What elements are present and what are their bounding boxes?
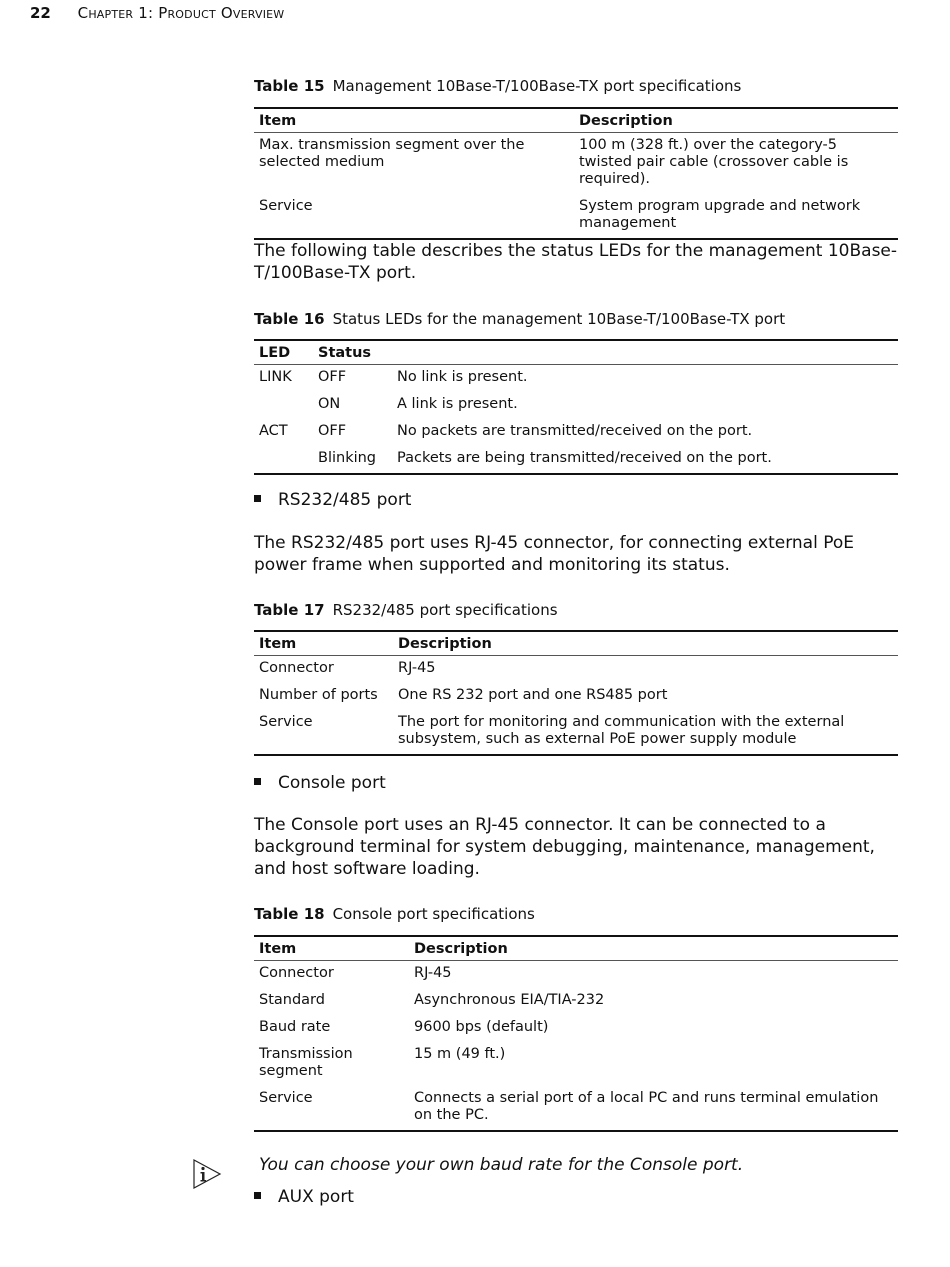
paragraph-console: The Console port uses an RJ-45 connector. It can be connected to a background terminal for system debugging, maintenance, management, and host software loading.: [254, 815, 875, 879]
table-cell: A link is present.: [397, 396, 518, 412]
table-cell: Transmission segment: [259, 1046, 353, 1079]
bullet-rs232-485-port: [254, 490, 411, 510]
chapter-title: Chapter 1: Product Overview: [77, 4, 285, 22]
table-cell: Standard: [259, 992, 325, 1008]
table-cell: OFF: [318, 369, 347, 385]
bullet-text: AUX port: [278, 1187, 354, 1207]
table-18-caption: [254, 905, 535, 923]
table-17: [254, 630, 898, 756]
table-16-caption-text: Status LEDs for the management 10Base-T/100Base-TX port: [332, 310, 786, 328]
table-cell: LINK: [259, 369, 292, 385]
table-cell: Max. transmission segment over the selected medium: [259, 137, 525, 170]
table-cell: Connector: [259, 660, 334, 676]
table-row: [254, 419, 898, 446]
table-16: [254, 339, 898, 475]
table-17-caption: [254, 601, 558, 619]
table-cell: ON: [318, 396, 341, 412]
table-cell: 100 m (328 ft.) over the category-5 twisted pair cable (crossover cable is required).: [579, 137, 849, 187]
table-18-caption-text: Console port specifications: [332, 905, 535, 923]
table-cell: Packets are being transmitted/received on the port.: [392, 446, 898, 474]
column-header-status: Status: [313, 340, 392, 365]
table-cell: Service: [254, 1086, 409, 1131]
column-header-meaning: [392, 340, 898, 365]
table-cell: Baud rate: [259, 1019, 331, 1035]
table-cell: 9600 bps (default): [414, 1019, 549, 1035]
table-row: [254, 1015, 898, 1042]
bullet-aux-port: [254, 1187, 354, 1207]
table-cell: Number of ports: [259, 687, 378, 703]
column-header-item: Item: [254, 631, 393, 656]
table-17-caption-text: RS232/485 port specifications: [332, 601, 558, 619]
table-cell: RJ-45: [398, 660, 436, 676]
table-row: [254, 988, 898, 1015]
table-header-row: [254, 631, 898, 656]
page-header: [30, 4, 284, 22]
table-cell: OFF: [318, 423, 347, 439]
table-16-label: Table 16: [254, 310, 325, 328]
table-cell: RJ-45: [414, 965, 452, 981]
table-cell: One RS 232 port and one RS485 port: [398, 687, 668, 703]
table-row: [254, 392, 898, 419]
table-row: [254, 656, 898, 684]
column-header-description: Description: [574, 108, 898, 133]
table-cell: ACT: [259, 423, 288, 439]
table-cell: [254, 392, 313, 419]
bullet-square-icon: [254, 778, 261, 785]
page-number: 22: [30, 4, 51, 22]
table-15-label: Table 15: [254, 77, 325, 95]
table-cell: Blinking: [313, 446, 392, 474]
table-cell: Connector: [259, 965, 334, 981]
bullet-text: Console port: [278, 773, 386, 793]
table-header-row: [254, 108, 898, 133]
table-18: [254, 935, 898, 1132]
table-row: [254, 961, 898, 989]
table-header-row: [254, 936, 898, 961]
table-cell: 15 m (49 ft.): [414, 1046, 506, 1062]
bullet-text: RS232/485 port: [278, 490, 412, 510]
table-row: [254, 194, 898, 239]
bullet-console-port: [254, 773, 386, 793]
table-15-caption-text: Management 10Base-T/100Base-TX port specifications: [332, 77, 742, 95]
table-cell: System program upgrade and network management: [574, 194, 898, 239]
table-cell: The port for monitoring and communication with the external subsystem, such as external PoE power supply module: [393, 710, 898, 755]
column-header-item: Item: [254, 108, 574, 133]
table-row: [254, 1042, 898, 1086]
table-row: [254, 1086, 898, 1131]
bullet-square-icon: [254, 1192, 261, 1199]
table-17-label: Table 17: [254, 601, 325, 619]
paragraph-status-leds-intro: The following table describes the status LEDs for the management 10Base-T/100Base-TX port.: [254, 241, 898, 283]
table-row: [254, 365, 898, 393]
column-header-description: Description: [393, 631, 898, 656]
info-note-icon: [192, 1158, 222, 1190]
column-header-item: Item: [254, 936, 409, 961]
table-cell: No packets are transmitted/received on the port.: [397, 423, 753, 439]
table-cell: Asynchronous EIA/TIA-232: [414, 992, 605, 1008]
table-row: [254, 133, 898, 195]
table-cell: Service: [254, 710, 393, 755]
table-18-label: Table 18: [254, 905, 325, 923]
column-header-led: LED: [254, 340, 313, 365]
table-row: [254, 446, 898, 474]
table-cell: Connects a serial port of a local PC and runs terminal emulation on the PC.: [409, 1086, 898, 1131]
bullet-square-icon: [254, 495, 261, 502]
table-cell: No link is present.: [397, 369, 528, 385]
table-16-caption: [254, 310, 785, 328]
table-row: [254, 683, 898, 710]
paragraph-rs232-485: The RS232/485 port uses RJ-45 connector, for connecting external PoE power frame when supported and monitoring its status.: [254, 533, 854, 575]
table-header-row: [254, 340, 898, 365]
table-15: [254, 107, 898, 240]
table-row: [254, 710, 898, 755]
table-cell: [254, 446, 313, 474]
table-15-caption: [254, 77, 741, 95]
table-cell: Service: [254, 194, 574, 239]
note-text: You can choose your own baud rate for the Console port.: [259, 1155, 744, 1175]
column-header-description: Description: [409, 936, 898, 961]
